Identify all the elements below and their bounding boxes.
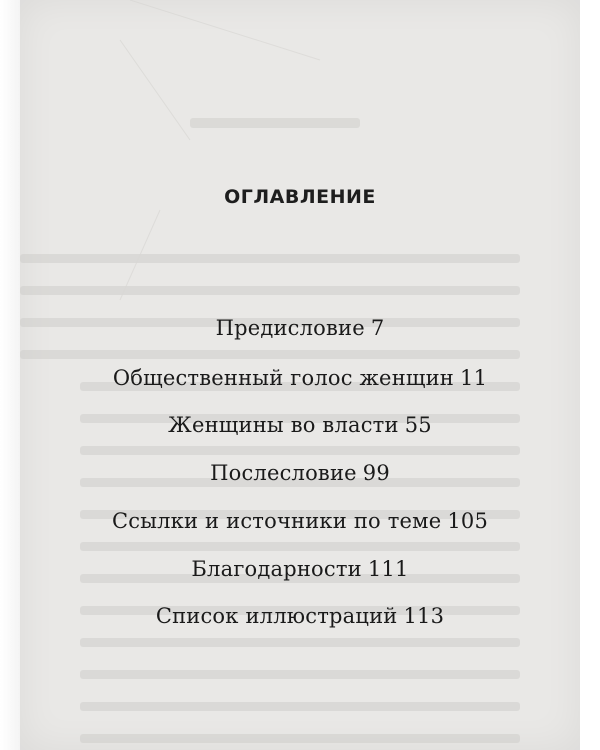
toc-entry [20, 366, 580, 390]
toc-entry-title: Послесловие [210, 461, 357, 485]
toc-entry [20, 557, 580, 581]
page-edge-shadow [0, 0, 20, 750]
toc-entry-page: 11 [460, 366, 488, 390]
toc-entry-title: Женщины во власти [168, 413, 399, 437]
toc-entry-title: Благодарности [191, 557, 362, 581]
toc-entry [20, 413, 580, 437]
toc-entry-page: 105 [447, 509, 489, 533]
toc-entry-title: Список иллюстраций [155, 604, 398, 628]
toc-entry-title: Ссылки и источники по теме [111, 509, 442, 533]
book-page [20, 0, 580, 750]
toc-entry [20, 509, 580, 533]
toc-entry [20, 604, 580, 628]
toc-entry-page: 7 [370, 316, 385, 340]
toc-entry-page: 111 [367, 557, 409, 581]
toc-entry-page: 99 [362, 461, 390, 485]
toc-entry [20, 461, 580, 485]
toc-entry [20, 316, 580, 340]
toc-entry-page: 113 [403, 604, 445, 628]
toc-heading: ОГЛАВЛЕНИЕ [224, 186, 376, 208]
toc-entry-title: Общественный голос женщин [112, 366, 455, 390]
toc-entry-title: Предисловие [215, 316, 365, 340]
toc-entry-page: 55 [404, 413, 432, 437]
